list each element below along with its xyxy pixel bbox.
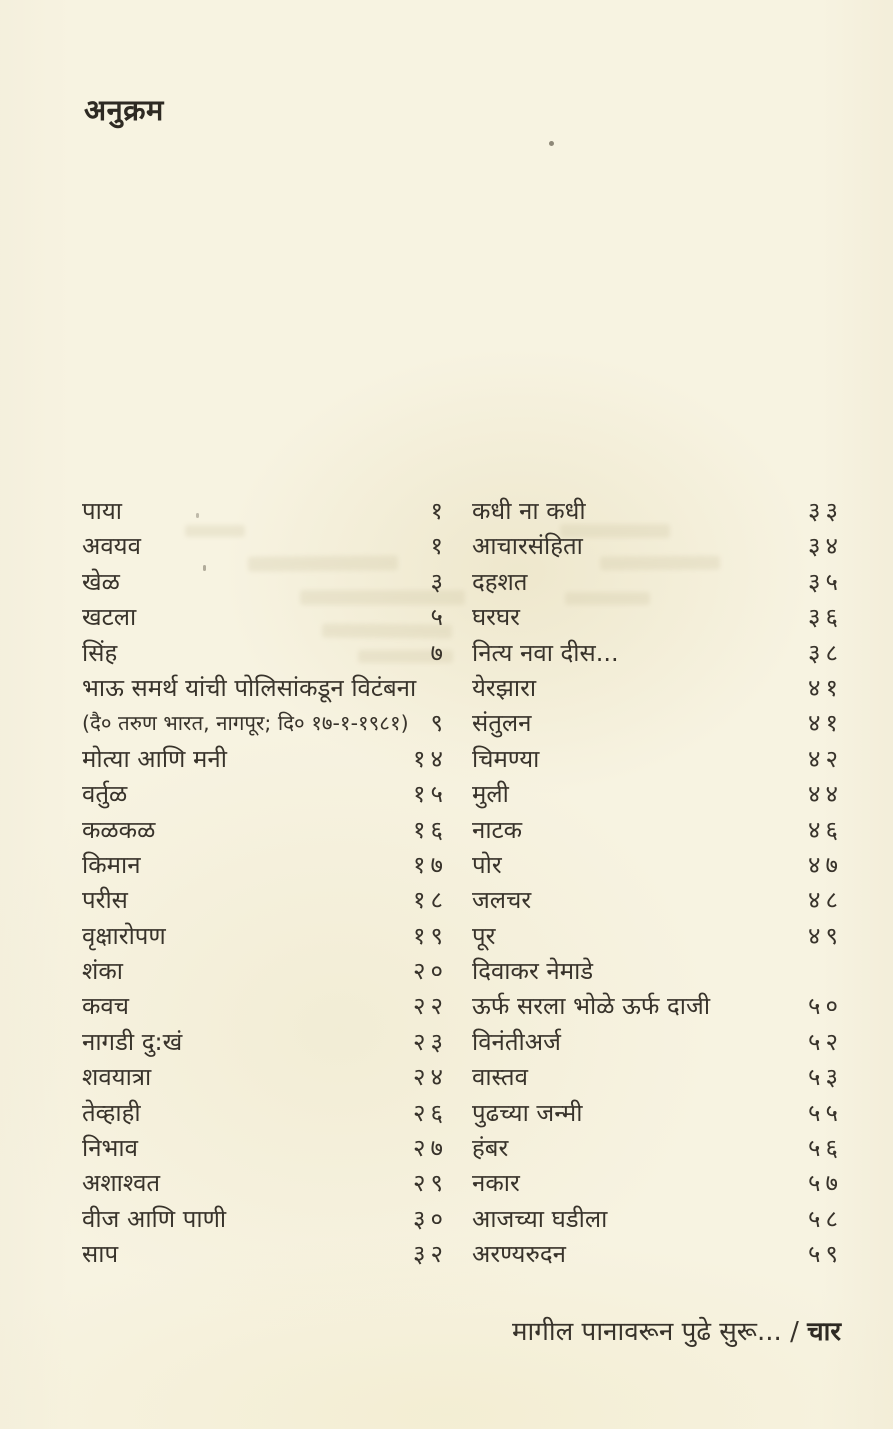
- toc-entry-line: [82, 848, 448, 883]
- toc-entry-page-number: ५८: [808, 1204, 843, 1233]
- toc-entry: [82, 813, 448, 848]
- toc-entry-line: [472, 742, 843, 777]
- toc-entry-page-number: २०: [413, 957, 448, 986]
- toc-entry-page-number: ९: [430, 709, 448, 738]
- toc-column-left: [82, 494, 448, 1273]
- toc-entry: [82, 989, 448, 1024]
- toc-entry-page-number: ५२: [808, 1027, 843, 1056]
- toc-entry-title: मोत्या आणि मनी: [82, 744, 227, 773]
- toc-entry-page-number: ४१: [808, 673, 843, 702]
- toc-entry-page-number: २६: [413, 1098, 448, 1127]
- toc-entry: [472, 600, 843, 635]
- toc-entry-page-number: ३०: [413, 1204, 448, 1233]
- toc-entry: [82, 1131, 448, 1166]
- footer-text: मागील पानावरून पुढे सुरू... /: [512, 1317, 808, 1347]
- toc-entry-title: मुली: [472, 780, 509, 809]
- toc-entry-page-number: २९: [413, 1169, 448, 1198]
- footer-continuation-note: [0, 1316, 841, 1348]
- toc-entry-title-line2: ऊर्फ सरला भोळे ऊर्फ दाजी: [472, 992, 711, 1021]
- toc-entry: [82, 954, 448, 989]
- toc-entry-title: खेळ: [82, 567, 120, 596]
- toc-entry: [472, 919, 843, 954]
- toc-entry: [472, 671, 843, 706]
- toc-entry-line: [82, 1025, 448, 1060]
- toc-entry-line: [82, 742, 448, 777]
- toc-entry: [472, 1202, 843, 1237]
- toc-entry-line: [82, 1060, 448, 1095]
- toc-entry-title: अशाश्वत: [82, 1169, 161, 1198]
- toc-entry-title: नकार: [472, 1169, 520, 1198]
- toc-entry-title: पुढच्या जन्मी: [472, 1098, 583, 1127]
- toc-entry-title: अरण्यरुदन: [472, 1240, 566, 1269]
- toc-entry: [82, 919, 448, 954]
- toc-entry-title: पूर: [472, 921, 496, 950]
- toc-entry-line: [82, 1096, 448, 1131]
- toc-entry: [472, 529, 843, 564]
- toc-entry-line: [82, 1131, 448, 1166]
- toc-entry-title: कळकळ: [82, 815, 156, 844]
- toc-entry-title: हंबर: [472, 1134, 509, 1163]
- toc-entry-title: दहशत: [472, 567, 528, 596]
- toc-entry-page-number: ४१: [808, 709, 843, 738]
- toc-entry-line: [82, 989, 448, 1024]
- toc-entry-line: [472, 636, 843, 671]
- toc-entry-page-number: ५०: [808, 992, 843, 1021]
- toc-entry: [82, 1060, 448, 1095]
- toc-entry-title: वृक्षारोपण: [82, 921, 166, 950]
- toc-entry-line: [472, 565, 843, 600]
- toc-entry-line: [472, 883, 843, 918]
- toc-entry-title: किमान: [82, 850, 141, 879]
- toc-entry-page-number: ५९: [808, 1240, 843, 1269]
- toc-entry: [472, 1166, 843, 1201]
- toc-entry-title: आचारसंहिता: [472, 532, 583, 561]
- toc-entry-line: [82, 706, 448, 741]
- toc-entry: [82, 742, 448, 777]
- toc-entry-page-number: १७: [413, 850, 448, 879]
- toc-entry-title: नित्य नवा दीस...: [472, 638, 619, 667]
- toc-entry: [82, 1025, 448, 1060]
- toc-entry: [82, 671, 448, 742]
- toc-entry-page-number: २२: [413, 992, 448, 1021]
- toc-entry-title: खटला: [82, 603, 137, 632]
- scan-speck: [549, 141, 554, 146]
- toc-entry-line: [472, 1060, 843, 1095]
- toc-entry-line: [82, 813, 448, 848]
- toc-entry-title: परीस: [82, 886, 128, 915]
- toc-entry-page-number: ४६: [808, 815, 843, 844]
- toc-entry-line: [472, 989, 843, 1024]
- toc-entry-page-number: ५: [430, 603, 448, 632]
- toc-entry-line: [82, 565, 448, 600]
- toc-entry: [472, 636, 843, 671]
- toc-entry-page-number: १४: [413, 744, 448, 773]
- toc-entry: [472, 777, 843, 812]
- toc-entry-title: संतुलन: [472, 709, 532, 738]
- toc-entry-page-number: १: [430, 532, 448, 561]
- toc-entry-page-number: ४८: [808, 886, 843, 915]
- footer-page-word: चार: [807, 1317, 841, 1347]
- toc-entry-page-number: ३४: [808, 532, 843, 561]
- toc-entry-line: [472, 813, 843, 848]
- toc-entry-title: दिवाकर नेमाडे: [472, 957, 594, 986]
- toc-entry: [472, 954, 843, 1025]
- toc-entry-line: [82, 494, 448, 529]
- toc-entry-line: [82, 1202, 448, 1237]
- toc-entry-line: [82, 636, 448, 671]
- toc-entry-line: [472, 600, 843, 635]
- toc-entry-page-number: ५६: [808, 1134, 843, 1163]
- toc-entry-title: शवयात्रा: [82, 1063, 152, 1092]
- toc-entry-line: [472, 1025, 843, 1060]
- toc-entry-page-number: २७: [413, 1134, 448, 1163]
- toc-entry-line: [82, 671, 443, 706]
- toc-entry-title: येरझारा: [472, 673, 537, 702]
- toc-entry: [472, 1131, 843, 1166]
- toc-entry: [472, 1096, 843, 1131]
- toc-entry-title: पाया: [82, 496, 122, 525]
- toc-entry: [82, 1237, 448, 1272]
- toc-entry-page-number: २३: [413, 1027, 448, 1056]
- toc-entry: [82, 1096, 448, 1131]
- toc-entry-page-number: १५: [413, 780, 448, 809]
- toc-entry-line: [82, 777, 448, 812]
- toc-entry-line: [472, 919, 843, 954]
- toc-entry-page-number: ४४: [808, 780, 843, 809]
- toc-entry: [472, 1060, 843, 1095]
- toc-entry-title: नागडी दु:खं: [82, 1027, 183, 1056]
- toc-entry-title: साप: [82, 1240, 119, 1269]
- toc-entry-title: चिमण्या: [472, 744, 540, 773]
- toc-entry-title: शंका: [82, 957, 123, 986]
- toc-column-right: [472, 494, 843, 1273]
- toc-entry-page-number: ४९: [808, 921, 843, 950]
- toc-entry-title: तेव्हाही: [82, 1098, 141, 1127]
- toc-entry-title: वीज आणि पाणी: [82, 1204, 227, 1233]
- toc-entry-page-number: ५३: [808, 1063, 843, 1092]
- toc-entry-line: [472, 1202, 843, 1237]
- toc-entry-line: [472, 1096, 843, 1131]
- toc-entry-page-number: ४७: [808, 850, 843, 879]
- toc-entry-title: कवच: [82, 992, 130, 1021]
- toc-entry: [472, 706, 843, 741]
- toc-entry-page-number: ४२: [808, 744, 843, 773]
- toc-entry-page-number: १६: [413, 815, 448, 844]
- toc-entry-line: [472, 1166, 843, 1201]
- toc-entry-title: जलचर: [472, 886, 532, 915]
- toc-entry-page-number: ३२: [413, 1240, 448, 1269]
- toc-entry-line: [82, 954, 448, 989]
- toc-entry: [472, 1237, 843, 1272]
- toc-entry-page-number: २४: [413, 1063, 448, 1092]
- toc-entry: [472, 883, 843, 918]
- toc-entry-line: [82, 529, 448, 564]
- toc-entry: [82, 565, 448, 600]
- toc-entry-line: [472, 1131, 843, 1166]
- toc-entry-title: वर्तुळ: [82, 780, 128, 809]
- toc-entry: [82, 883, 448, 918]
- toc-entry-title: अवयव: [82, 532, 141, 561]
- toc-entry-title: कधी ना कधी: [472, 496, 586, 525]
- toc-entry: [82, 529, 448, 564]
- toc-entry-title: विनंतीअर्ज: [472, 1027, 561, 1056]
- toc-entry-title: आजच्या घडीला: [472, 1204, 608, 1233]
- toc-entry-line: [472, 848, 843, 883]
- toc-entry-line: [472, 954, 838, 989]
- toc-entry-page-number: ३६: [808, 603, 843, 632]
- toc-entry: [472, 813, 843, 848]
- toc-entry-page-number: ७: [430, 638, 448, 667]
- toc-entry-title: निभाव: [82, 1134, 138, 1163]
- toc-entry-title: सिंह: [82, 638, 118, 667]
- toc-entry: [82, 1202, 448, 1237]
- toc-entry-title: वास्तव: [472, 1063, 528, 1092]
- toc-entry-line: [472, 494, 843, 529]
- toc-entry: [472, 565, 843, 600]
- toc-entry-page-number: ५७: [808, 1169, 843, 1198]
- toc-entry-line: [82, 1237, 448, 1272]
- toc-entry-title: पोर: [472, 850, 502, 879]
- toc-entry-page-number: १८: [413, 886, 448, 915]
- toc-entry: [472, 494, 843, 529]
- toc-entry-page-number: १९: [413, 921, 448, 950]
- toc-entry-title: घरघर: [472, 603, 520, 632]
- toc-entry: [472, 742, 843, 777]
- toc-entry-line: [82, 919, 448, 954]
- toc-entry-title: नाटक: [472, 815, 523, 844]
- toc-entry-page-number: ३: [430, 567, 448, 596]
- toc-entry-line: [472, 529, 843, 564]
- toc-entry-page-number: १: [430, 496, 448, 525]
- page-title: अनुक्रम: [84, 93, 164, 127]
- toc-entry-line: [82, 600, 448, 635]
- table-of-contents: [82, 494, 843, 1273]
- toc-entry: [82, 777, 448, 812]
- toc-entry-line: [472, 1237, 843, 1272]
- toc-entry-line: [82, 883, 448, 918]
- toc-entry: [472, 848, 843, 883]
- toc-entry-subtitle: (दै० तरुण भारत, नागपूर; दि० १७-१-१९८१): [82, 711, 409, 736]
- toc-entry-page-number: ५५: [808, 1098, 843, 1127]
- toc-entry-page-number: ३५: [808, 567, 843, 596]
- toc-entry: [82, 636, 448, 671]
- toc-entry-line: [472, 777, 843, 812]
- toc-entry-page-number: ३३: [808, 496, 843, 525]
- toc-entry: [472, 1025, 843, 1060]
- toc-entry-line: [82, 1166, 448, 1201]
- toc-entry-page-number: ३८: [808, 638, 843, 667]
- toc-entry-line: [472, 671, 843, 706]
- toc-entry-title: भाऊ समर्थ यांची पोलिसांकडून विटंबना: [82, 673, 417, 702]
- toc-entry: [82, 600, 448, 635]
- toc-entry: [82, 848, 448, 883]
- toc-entry: [82, 1166, 448, 1201]
- toc-entry: [82, 494, 448, 529]
- toc-entry-line: [472, 706, 843, 741]
